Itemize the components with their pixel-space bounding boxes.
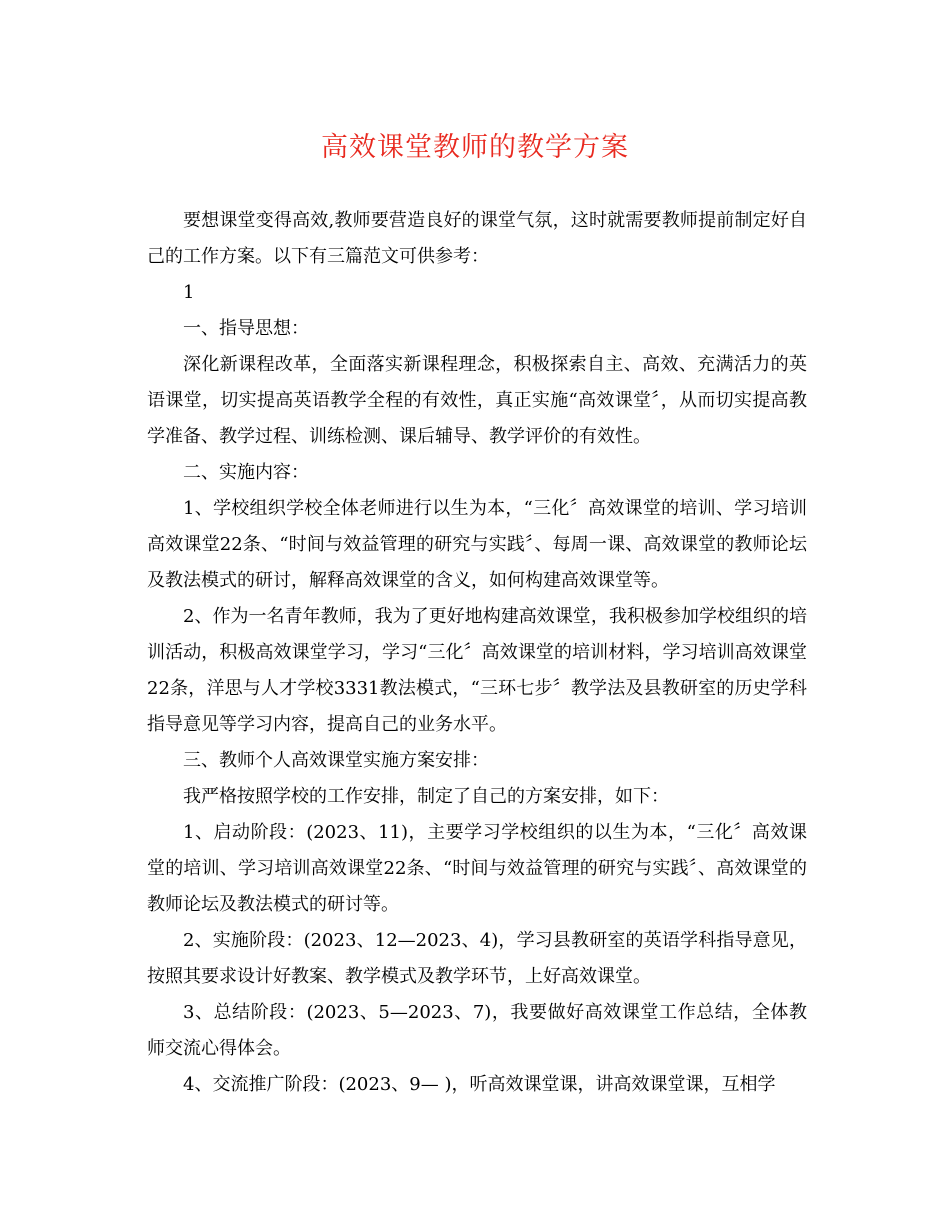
- paragraph-stage-1: 1、启动阶段：(2023、11)，主要学习学校组织的以生为本，“三化〞高效课堂的培训、学习培训高效课堂22条、“时间与效益管理的研究与实践〞、高效课堂的教师论坛及教法模式的研讨等。: [147, 822, 807, 915]
- paragraph-plan-intro: 我严格按照学校的工作安排，制定了自己的方案安排，如下：: [183, 786, 669, 807]
- document-title: 高效课堂教师的教学方案: [321, 132, 629, 163]
- paragraph-guiding-thought: 深化新课程改革，全面落实新课程理念，积极探索自主、高效、充满活力的英语课堂，切实提高英语教学全程的有效性，真正实施“高效课堂〞，从而切实提高教学准备、教学过程、训练检测、课后辅导、教学评价的有效性。: [147, 354, 807, 447]
- paragraph-content-item-2: 2、作为一名青年教师，我为了更好地构建高效课堂，我积极参加学校组织的培训活动，积极高效课堂学习，学习“三化〞高效课堂的培训材料，学习培训高效课堂22条，洋思与人才学校3331教法模式，“三环七步〞教学法及县教研室的历史学科指导意见等学习内容，提高自己的业务水平。: [147, 606, 807, 735]
- heading-implementation-content: 二、实施内容：: [183, 462, 309, 483]
- paragraph-stage-4: 4、交流推广阶段：(2023、9— )，听高效课堂课，讲高效课堂课，互相学: [183, 1074, 776, 1095]
- paragraph-stage-2: 2、实施阶段：(2023、12—2023、4)，学习县教研室的英语学科指导意见，按照其要求设计好教案、教学模式及教学环节，上好高效课堂。: [147, 930, 807, 987]
- heading-personal-plan: 三、教师个人高效课堂实施方案安排：: [183, 750, 489, 771]
- paragraph-section-number: 1: [183, 282, 195, 303]
- document-body: [147, 203, 807, 1103]
- paragraph-intro: 要想课堂变得高效,教师要营造良好的课堂气氛，这时就需要教师提前制定好自己的工作方案。以下有三篇范文可供参考：: [147, 210, 807, 267]
- paragraph-stage-3: 3、总结阶段：(2023、5—2023、7)，我要做好高效课堂工作总结，全体教师交流心得体会。: [147, 1002, 807, 1059]
- heading-guiding-thought: 一、指导思想：: [183, 318, 309, 339]
- paragraph-content-item-1: 1、学校组织学校全体老师进行以生为本，“三化〞高效课堂的培训、学习培训高效课堂22条、“时间与效益管理的研究与实践〞、每周一课、高效课堂的教师论坛及教法模式的研讨，解释高效课堂的含义，如何构建高效课堂等。: [147, 498, 807, 591]
